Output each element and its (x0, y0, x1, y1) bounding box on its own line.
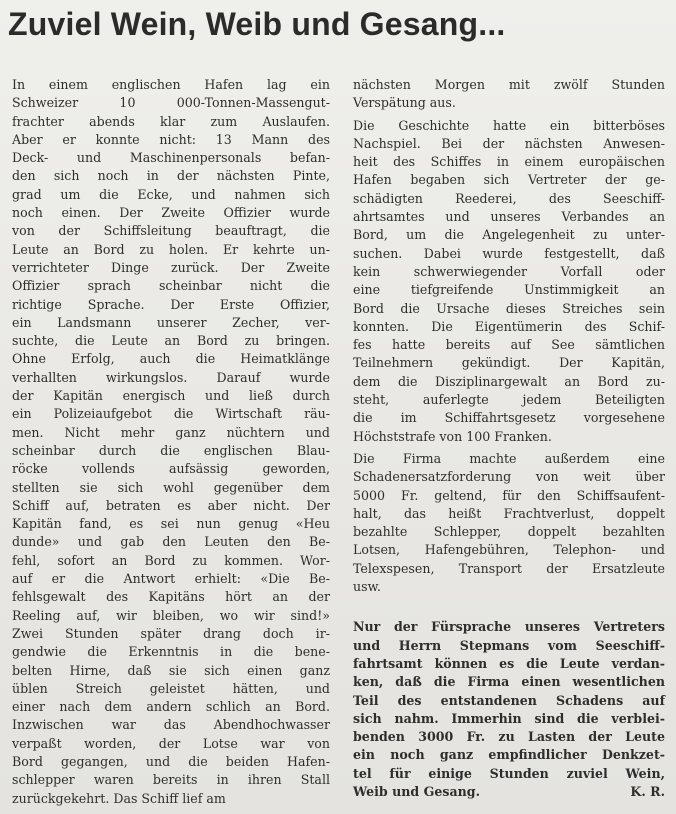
paragraph-4 (353, 618, 665, 783)
closing-text: Weib und Gesang. (353, 783, 480, 799)
text-line: verhallten wirkungslos. Darauf wurde (12, 369, 330, 385)
text-line: usw. (353, 579, 381, 595)
closing-line (353, 783, 665, 801)
text-line: der Kapitän energisch und ließ durch (12, 388, 330, 404)
text-line: Offizier sprach scheinbar nicht die (12, 278, 330, 294)
text-line: scheinbar durch die englischen Blau- (12, 442, 330, 458)
text-line: suchen. Dabei wurde festgestellt, daß (353, 245, 665, 261)
text-line: ein noch ganz empfindlicher Denkzet- (353, 747, 665, 763)
text-line: Ohne Erfolg, auch die Heimatklänge (12, 351, 330, 367)
text-line: noch einen. Der Zweite Offizier wurde (12, 205, 330, 221)
text-line: Die Firma machte außerdem eine (353, 450, 665, 466)
text-line: verrichteter Dinge zurück. Der Zweite (12, 259, 330, 275)
text-line: Telexspesen, Transport der Ersatzleute (353, 560, 665, 576)
text-line: dunde» und gab den Leuten den Be- (12, 534, 330, 550)
text-line: men. Nicht mehr ganz nüchtern und (12, 424, 330, 440)
text-line: röcke vollends aufsässig geworden, (12, 461, 330, 477)
text-line: Deck- und Maschinenpersonals befan- (12, 150, 330, 166)
text-line: schädigten Reederei, des Seeschiff- (353, 190, 665, 206)
text-line: auf er die Antwort erhielt: «Die Be- (12, 571, 330, 587)
text-line: fes hatte bereits auf See sämtlichen (353, 337, 665, 353)
text-line: Hafen begaben sich Vertreter der ge- (353, 172, 665, 188)
author-signature: K. R. (630, 783, 665, 799)
text-line: den sich noch in der nächsten Pinte, (12, 168, 330, 184)
text-line: Teilnehmern gekündigt. Der Kapitän, (353, 355, 665, 371)
headline: Zuviel Wein, Weib und Gesang... (8, 6, 506, 42)
text-line: richtige Sprache. Der Erste Offizier, (12, 296, 330, 312)
text-line: grad um die Ecke, und nahmen sich (12, 186, 330, 202)
paragraph-1 (353, 76, 665, 113)
text-line: Zwei Stunden später drang doch ir- (12, 625, 330, 641)
text-line: verpaßt worden, der Lotse war von (12, 735, 330, 751)
text-line: suchte, die Leute an Bord zu bringen. (12, 333, 330, 349)
text-line: Kapitän fand, es sei nun genug «Heu (12, 516, 330, 532)
text-line: Schiff auf, betraten es aber nicht. Der (12, 497, 330, 513)
left-column (12, 76, 330, 808)
text-line: und Herrn Stepmans vom Seeschiff- (353, 637, 665, 653)
text-line: kein schwerwiegender Vorfall oder (353, 263, 665, 279)
text-line: Reeling auf, wir bleiben, wo wir sind!» (12, 607, 330, 623)
text-line: Nur der Fürsprache unseres Vertreters (353, 619, 665, 635)
text-line: ahrtsamtes und unseres Verbandes an (353, 209, 665, 225)
text-line: Teil des entstandenen Schadens auf (353, 692, 665, 708)
text-line: Schweizer 10 000-Tonnen-Massengut- (12, 95, 330, 111)
paragraph-2 (353, 117, 665, 446)
text-line: nächsten Morgen mit zwölf Stunden (353, 77, 665, 92)
text-line: heit des Schiffes in einem europäischen (353, 154, 665, 170)
text-line: fahrtsamt können es die Leute verdan- (353, 655, 665, 671)
text-line: von der Schiffsleitung beauftragt, die (12, 223, 330, 239)
text-line: Nachspiel. Bei der nächsten Anwesen- (353, 135, 665, 151)
text-line: In einem englischen Hafen lag ein (12, 77, 330, 92)
text-line: Verspätung aus. (353, 95, 456, 111)
text-line: stellten sie sich wohl gegenüber dem (12, 479, 330, 495)
text-line: tel für einige Stunden zuviel Wein, (353, 765, 665, 781)
text-line: 5000 Fr. geltend, für den Schiffsaufent- (353, 487, 665, 503)
text-line: Höchststrafe von 100 Franken. (353, 428, 552, 444)
text-line: die im Schiffahrtsgesetz vorgesehene (353, 410, 665, 426)
text-line: Bord gegangen, und die beiden Hafen- (12, 753, 330, 769)
text-line: bezahlte Schlepper, doppelt bezahlten (353, 524, 665, 540)
text-line: Bord die Ursache dieses Streiches sein (353, 300, 665, 316)
text-line: konnten. Die Eigentümerin des Schif- (353, 318, 665, 334)
text-line: ken, daß die Firma einen wesentlichen (353, 674, 665, 690)
text-line: üblen Streich geleistet hätten, und (12, 680, 330, 696)
text-line: ein Landsmann unserer Zecher, ver- (12, 314, 330, 330)
text-line: Schadenersatzforderung von weit über (353, 469, 665, 485)
text-line: halt, das heißt Frachtverlust, doppelt (353, 505, 665, 521)
text-line: belten Hirne, daß sie sich einen ganz (12, 662, 330, 678)
text-line: Leute an Bord zu holen. Er kehrte un- (12, 241, 330, 257)
right-column (353, 76, 665, 801)
text-line: Lotsen, Hafengebühren, Telephon- und (353, 542, 665, 558)
text-line: benden 3000 Fr. zu Lasten der Leute (353, 729, 665, 745)
text-line: Aber er konnte nicht: 13 Mann des (12, 131, 330, 147)
text-line: sich nahm. Immerhin sind die verblei- (353, 710, 665, 726)
text-line: zurückgekehrt. Das Schiff lief am (12, 790, 226, 806)
text-line: dem die Disziplinargewalt an Bord zu- (353, 373, 665, 389)
text-line: eine tiefgreifende Unstimmigkeit an (353, 282, 665, 298)
text-line: Inzwischen war das Abendhochwasser (12, 717, 330, 733)
paragraph-3 (353, 450, 665, 596)
text-line: frachter abends klar zum Auslaufen. (12, 113, 330, 129)
text-line: Bord, um die Angelegenheit zu unter- (353, 227, 665, 243)
text-line: fehlsgewalt des Kapitäns hört an der (12, 589, 330, 605)
text-line: steht, auferlegte jedem Beteiligten (353, 392, 665, 408)
text-line: fehl, sofort an Bord zu kommen. Wor- (12, 552, 330, 568)
text-line: einer nach dem andern schlich an Bord. (12, 699, 330, 715)
text-line: Die Geschichte hatte ein bitterböses (353, 117, 665, 133)
text-line: gendwie die Erkenntnis in die bene- (12, 644, 330, 660)
text-line: ein Polizeiaufgebot die Wirtschaft räu- (12, 406, 330, 422)
text-line: schlepper waren bereits in ihren Stall (12, 772, 330, 788)
